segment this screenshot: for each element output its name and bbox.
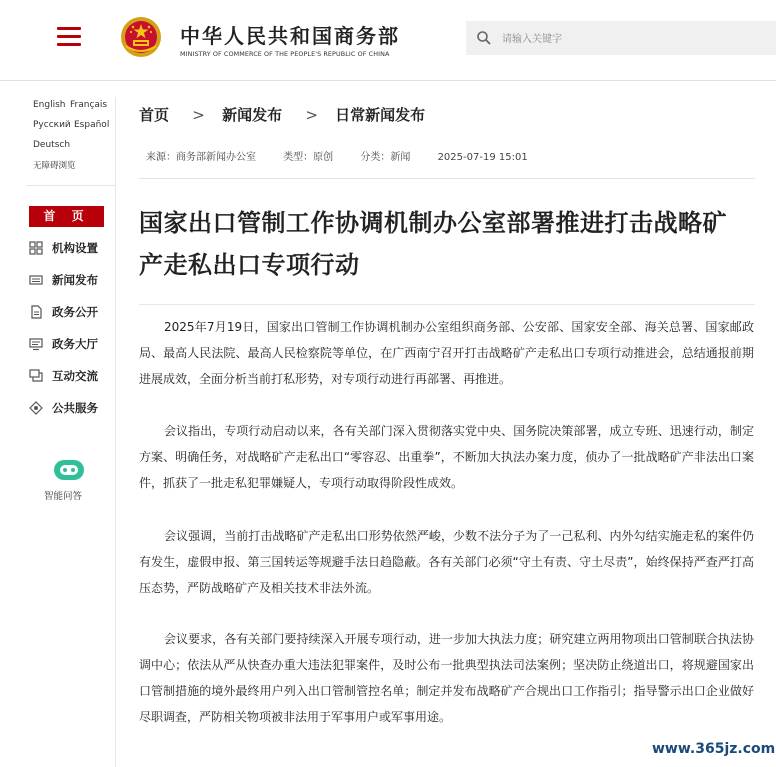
nav-item-interaction[interactable] [26,366,115,388]
chatbot-robot-icon[interactable] [53,459,85,481]
divider [139,304,755,305]
article-paragraph: 会议指出，专项行动启动以来，各有关部门深入贯彻落实党中央、国务院决策部署，成立专班、迅速行动，制定方案、明确任务，对战略矿产走私出口“零容忍、出重拳”，不断加大执法办案力度，侦办了一批战略矿产非法出口案件，抓获了一批走私犯罪嫌疑人，专项行动取得阶段性成效。 [139,424,754,490]
monitor-icon [29,337,43,351]
meta-type: 类型：原创 [283,152,334,163]
document-icon [29,305,43,319]
site-title: 中华人民共和国商务部 [180,24,400,48]
search-box [466,21,776,55]
lang-english[interactable]: English [33,100,66,110]
nav-item-news[interactable] [26,270,115,292]
org-grid-icon [29,241,43,255]
breadcrumb-news[interactable]: 新闻发布 [222,106,283,124]
nav-label: 政务大厅 [52,337,98,351]
article-paragraph: 会议要求，各有关部门要持续深入开展专项行动，进一步加大执法力度；研究建立两用物项出口管制联合执法协调中心；依法从严从快查办重大违法犯罪案件，及时公布一批典型执法司法案例；坚决防止绕道出口，将规避国家出口管制措施的境外最终用户列入出口管制管控名单；制定并发布战略矿产合规出口工作指引；指导警示出口企业做好尽职调查，严防相关物项被非法用于军事用户或军事用途。 [139,632,754,724]
article-paragraph: 2025年7月19日，国家出口管制工作协调机制办公室组织商务部、公安部、国家安全部、海关总署、国家邮政局、最高人民法院、最高人民检察院等单位，在广西南宁召开打击战略矿产走私出口专项行动推进会，总结通报前期进展成效，全面分析当前打私形势，对专项行动进行再部署、再推进。 [139,320,754,386]
accessibility-link[interactable]: 无障碍浏览 [33,161,76,171]
meta-category: 分类：新闻 [360,152,411,163]
chevron-right-icon: > [192,106,205,124]
watermark-text: www.365jz.com [652,741,776,757]
divider [26,185,115,186]
breadcrumb-home[interactable]: 首页 [139,106,170,124]
news-icon [29,273,43,287]
breadcrumb [139,104,425,126]
chat-icon [29,369,43,383]
site-header [0,0,776,81]
chevron-right-icon: > [305,106,318,124]
breadcrumb-daily-news[interactable]: 日常新闻发布 [335,106,426,124]
lang-russian[interactable]: Русский [33,120,71,130]
assistant-label[interactable]: 智能问答 [44,491,83,502]
lang-spanish[interactable]: Español [74,120,110,130]
nav-label: 政务公开 [52,305,98,319]
lang-french[interactable]: Français [70,100,108,110]
menu-icon[interactable] [57,27,81,47]
service-icon [29,401,43,415]
divider [139,178,755,179]
lang-german[interactable]: Deutsch [33,140,71,150]
article-meta [146,148,528,163]
nav-label: 机构设置 [52,241,98,255]
search-icon[interactable] [476,30,492,46]
meta-source: 来源：商务部新闻办公室 [146,152,256,163]
nav-item-public-service[interactable] [26,398,115,420]
left-sidebar [26,97,116,767]
home-nav-button[interactable]: 首 页 [29,206,104,227]
nav-item-service-hall[interactable] [26,334,115,356]
search-input[interactable] [500,21,774,57]
nav-item-government-affairs[interactable] [26,302,115,324]
nav-item-organization[interactable] [26,238,115,260]
nav-label: 新闻发布 [52,273,98,287]
article-title: 国家出口管制工作协调机制办公室部署推进打击战略矿产走私出口专项行动 [139,209,727,279]
nav-label: 公共服务 [52,401,98,415]
article-paragraph: 会议强调，当前打击战略矿产走私出口形势依然严峻，少数不法分子为了一己私利、内外勾结实施走私的案件仍有发生，虚假申报、第三国转运等规避手法日趋隐蔽。各有关部门必须“守土有责、守土尽责”，始终保持严查严打高压态势，严防战略矿产及相关技术非法外流。 [139,529,754,595]
meta-datetime: 2025-07-19 15:01 [437,152,528,163]
nav-label: 互动交流 [52,369,98,383]
national-emblem-logo[interactable] [120,16,162,58]
site-subtitle: MINISTRY OF COMMERCE OF THE PEOPLE'S REPUBLIC OF CHINA [180,50,390,58]
